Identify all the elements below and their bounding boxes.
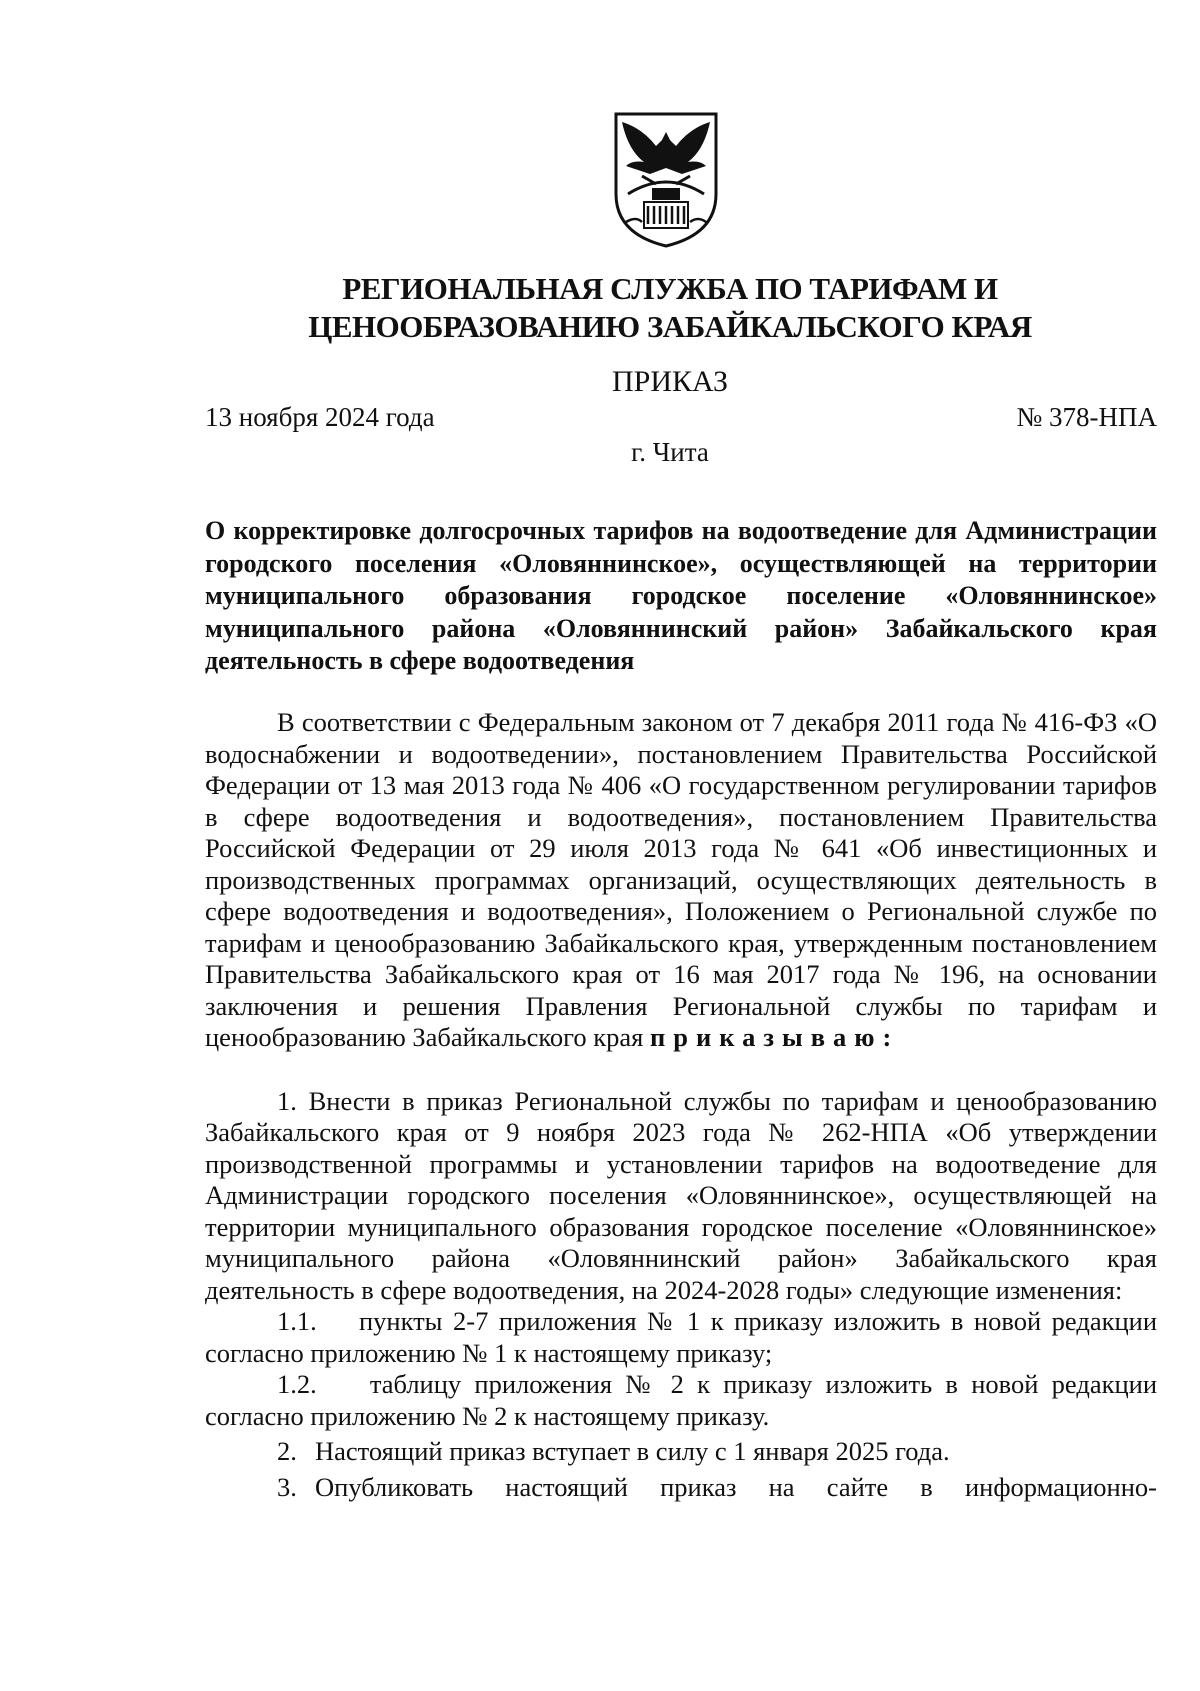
- order-word: приказываю:: [649, 1022, 900, 1052]
- item-number: 1.: [277, 1085, 297, 1116]
- organization-name: [0, 270, 1200, 346]
- org-line-2: ЦЕНООБРАЗОВАНИЮ ЗАБАЙКАЛЬСКОГО КРАЯ: [308, 309, 1032, 344]
- document-type: ПРИКАЗ: [612, 365, 728, 398]
- document-city: г. Чита: [631, 437, 709, 467]
- item-text: Настоящий приказ вступает в силу с 1 января 2025 года.: [315, 1436, 950, 1466]
- document-title: О корректировке долгосрочных тарифов на водоотведение для Администрации городского поселения «Оловяннинское», осуществляющей на территории муниципального образования городское поселение «Оловяннинское» муниципального района «Оловяннинский район» Забайкальского края деятельность в сфере водоотведения: [205, 516, 1157, 675]
- item-number: 3.: [277, 1471, 297, 1502]
- list-item: [205, 1086, 1157, 1307]
- list-item: [205, 1472, 1157, 1504]
- document-date: 13 ноября 2024 года: [205, 402, 435, 432]
- preamble-text: В соответствии с Федеральным законом от 7 декабря 2011 года № 416-ФЗ «О водоснабжении и водоотведении», постановлением Правительства Российской Федерации от 13 мая 2013 года № 406 «О государственном регулировании тарифов в сфере водоотведения и водоотведения», постановлением Правительства Российской Федерации от 29 июля 2013 года № 641 «Об инвестиционных и производственных программах организаций, осуществляющих деятельность в сфере водоотведения и водоотведения», Положением о Региональной службе по тарифам и ценообразованию Забайкальского края, утвержденным постановлением Правительства Забайкальского края от 16 мая 2017 года № 196, на основании заключения и решения Правления Региональной службы по тарифам и ценообразованию Забайкальского края: [205, 707, 1157, 1052]
- item-number: 1.2.: [277, 1369, 317, 1399]
- document-number: № 378-НПА: [1016, 402, 1157, 432]
- list-item: [205, 1436, 1157, 1468]
- item-text: пункты 2-7 приложения № 1 к приказу изложить в новой редакции согласно приложению № 1 к настоящему приказу;: [205, 1306, 1158, 1368]
- coat-of-arms-icon: [612, 110, 720, 250]
- item-number: 1.1.: [277, 1306, 317, 1336]
- item-number: 2.: [277, 1436, 297, 1466]
- list-item: [205, 1306, 1157, 1369]
- org-line-1: РЕГИОНАЛЬНАЯ СЛУЖБА ПО ТАРИФАМ И: [342, 271, 998, 306]
- item-text: Внести в приказ Региональной службы по тарифам и ценообразованию Забайкальского края от 9 ноября 2023 года № 262-НПА «Об утверждении производственной программы и установлении тарифов на водоотведение для Администрации городского поселения «Оловяннинское», осуществляющей на территории муниципального образования городское поселение «Оловяннинское» муниципального района «Оловяннинский район» Забайкальского края деятельность в сфере водоотведения, на 2024-2028 годы» следующие изменения:: [205, 1085, 1158, 1305]
- item-text: Опубликовать настоящий приказ на сайте в информационно-: [315, 1471, 1157, 1502]
- preamble-paragraph: [205, 707, 1157, 1054]
- document-body: [205, 707, 1157, 1503]
- list-item: [205, 1369, 1157, 1432]
- item-text: таблицу приложения № 2 к приказу изложить в новой редакции согласно приложению № 2 к настоящему приказу.: [205, 1369, 1157, 1431]
